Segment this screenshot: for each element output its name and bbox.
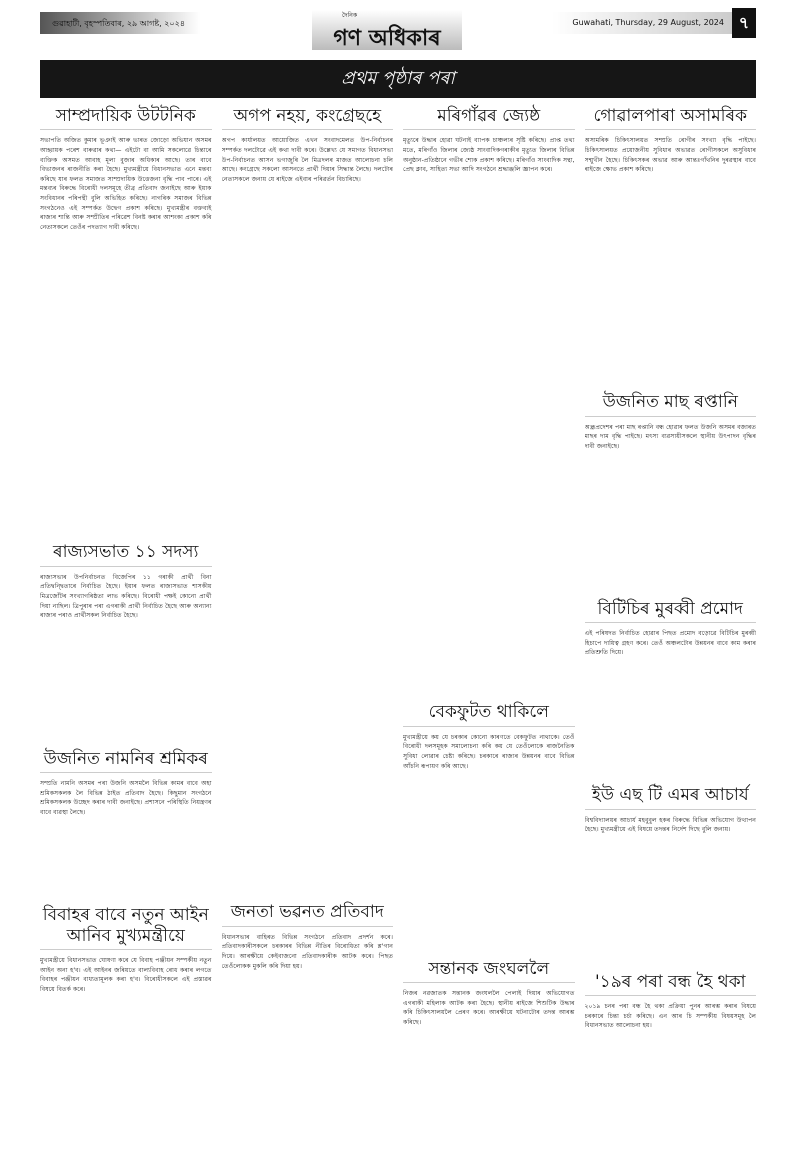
date-english: Guwahati, Thursday, 29 August, 2024 <box>552 12 732 34</box>
headline: সাম্প্ৰদায়িক উটটনিক <box>40 106 212 130</box>
headline: মৰিগাঁৱৰ জ্যেষ্ঠ <box>403 106 575 130</box>
article-body: অগপ কাৰ্যালয়ত আয়োজিত এখন সংবাদমেলত উপ-নিৰ্বাচনৰ সম্পৰ্কত দলটোৱে এই কথা দাবী কৰে। উল্লেখ্য যে সমাগত বিধানসভা উপ-নিৰ্বাচনত আসন ভগাজুৰি লৈ মিত্ৰদলৰ মাজত আলোচনা চলি আছে। কংগ্ৰেছে সকলো আসনতে প্ৰাৰ্থী দিয়াৰ সিদ্ধান্ত লৈছে। দলটোৰ নেতাসকলে জনায় যে ৰাইজে এইবাৰ পৰিৱৰ্তন বিচাৰিছে। <box>221 137 393 183</box>
article-body: এই পৰিষদত নিৰ্বাচিত হোৱাৰ পিছত প্ৰমোদ বড়োৱে বিটিচিৰ মুৰব্বী হিচাপে দায়িত্ব গ্ৰহণ কৰে। তেওঁ অঞ্চলটোৰ উন্নয়নৰ বাবে কাম কৰাৰ প্ৰতিশ্ৰুতি দিয়ে। <box>584 630 756 657</box>
logo-small-text: দৈনিক <box>342 12 358 19</box>
article-body: সভাপতি অজিত কুমাৰ ভূঞাই আৰু ভাৰত জোড়ো অভিযান অসমৰ আহ্বায়ক পৰেশ বাৰুৱাৰ কথা— এইটো বা আমি সকলোৱে চিন্তাৰে ব্যক্তিক অসমত আবাহ মূল্য বুজাৰ অধিকাৰ আছে। তাৰ বাবে বিভাজনৰ ৰাজনীতি কৰা হৈছে। মুখ্যমন্ত্ৰীয়ে বিধানসভাত এনে মন্তব্য কৰিছে যাৰ ফলত সমাজত সাম্প্ৰদায়িক উত্তেজনা বৃদ্ধি পাব পাৰে। এই মন্তব্যৰ বিৰুদ্ধে বিৰোধী দলসমূহে তীব্ৰ প্ৰতিবাদ জনাইছে আৰু ইয়াক সংবিধানৰ পৰিপন্থী বুলি অভিহিত কৰিছে। নাগৰিক সমাজৰ বিভিন্ন সংগঠনেও এই সম্পৰ্কত উদ্বেগ প্ৰকাশ কৰিছে। মুখ্যমন্ত্ৰীৰ বক্তব্যই ৰাজ্যৰ শান্তি আৰু সম্প্ৰীতিৰ পৰিৱেশ বিনষ্ট কৰাৰ আশংকা প্ৰকাশ কৰি নেতাসকলে তেওঁৰ পদত্যাগ দাবী কৰিছে। <box>40 137 212 231</box>
column-2 <box>222 106 394 1166</box>
page-number: ৭ <box>732 8 756 38</box>
column-1 <box>40 106 212 1166</box>
headline: সন্তানক জংঘললৈ <box>403 959 575 983</box>
headline: বেকফুটত থাকিলে <box>403 702 575 726</box>
date-assamese: গুৱাহাটী, বৃহস্পতিবাৰ, ২৯ আগষ্ট, ২০২৪ <box>40 12 200 34</box>
newspaper-logo <box>312 10 462 50</box>
section-banner: প্ৰথম পৃষ্ঠাৰ পৰা <box>40 60 756 98</box>
article-body: নিজৰ নৱজাতক সন্তানক জংঘললৈ পেলাই দিয়াৰ অভিযোগত এগৰাকী মহিলাক আটক কৰা হৈছে। স্থানীয় ৰাইজে শিশুটিক উদ্ধাৰ কৰি চিকিৎসালয়লৈ প্ৰেৰণ কৰে। আৰক্ষীয়ে ঘটনাটোৰ তদন্ত আৰম্ভ কৰিছে। <box>403 990 575 1026</box>
article-body: ২০১৯ চনৰ পৰা বন্ধ হৈ থকা প্ৰক্ৰিয়া পুনৰ আৰম্ভ কৰাৰ বিষয়ে চৰকাৰে চিন্তা চৰ্চা কৰিছে। এন আৰ চি সম্পৰ্কীয় বিষয়সমূহ লৈ বিধানসভাত আলোচনা হয়। <box>584 1002 756 1030</box>
article-body: মুখ্যমন্ত্ৰীয়ে কয় যে চৰকাৰ কোনো কাৰণতে বেকফুটত নাথাকে। তেওঁ বিৰোধী দলসমূহক সমালোচনা কৰি কয় যে তেওঁলোকে ৰাজনৈতিক সুবিধা লোৱাৰ চেষ্টা কৰিছে। চৰকাৰে ৰাজ্যৰ উন্নয়নৰ বাবে বিভিন্ন আঁচনি ৰূপায়ণ কৰি আছে। <box>403 733 575 770</box>
article-body: বিশ্ববিদ্যালয়ৰ আচাৰ্য মহবুবুল হকৰ বিৰুদ্ধে বিভিন্ন অভিযোগ উত্থাপন হৈছে। মুখ্যমন্ত্ৰীয়ে এই বিষয়ে তদন্তৰ নিৰ্দেশ দিছে বুলি জনায়। <box>584 816 756 834</box>
column-3 <box>403 106 575 1166</box>
article-body: মুখ্যমন্ত্ৰীয়ে বিধানসভাত ঘোষণা কৰে যে বিবাহ পঞ্জীয়ন সম্পৰ্কীয় নতুন আইন অনা হ'ব। এই আইনৰ জৰিয়তে বাল্যবিবাহ ৰোধ কৰাৰ লগতে বিবাহৰ পঞ্জীয়ন বাধ্যতামূলক কৰা হ'ব। বিৰোধীসকলে এই প্ৰস্তাৱৰ বিষয়ে বিতৰ্ক কৰে। <box>40 956 212 993</box>
masthead <box>40 8 756 58</box>
newspaper-page <box>40 8 756 1166</box>
article-body: বিধানসভাৰ বাহিৰত বিভিন্ন সংগঠনে প্ৰতিবাদ প্ৰদৰ্শন কৰে। প্ৰতিবাদকাৰীসকলে চৰকাৰৰ বিভিন্ন নীতিৰ বিৰোধিতা কৰি শ্ল'গান দিয়ে। আৰক্ষীয়ে কেইবাজনো প্ৰতিবাদকাৰীক আটক কৰে। পিছত তেওঁলোকক মুকলি কৰি দিয়া হয়। <box>221 933 393 970</box>
headline: উজনিত নামনিৰ শ্ৰমিকৰ <box>40 749 212 773</box>
article-body: মৃত্যুৰে উদ্ধাৰ হোৱা ঘটনাই ব্যাপক চাঞ্চল্যৰ সৃষ্টি কৰিছে। প্ৰাপ্ত তথ্য মতে, মৰিগাঁও জিলাৰ জ্যেষ্ঠ সাংবাদিকগৰাকীৰ মৃত্যুত জিলাৰ বিভিন্ন অনুষ্ঠান-প্ৰতিষ্ঠানে গভীৰ শোক প্ৰকাশ কৰিছে। মৰিগাঁও সাংবাদিক সন্থা, প্ৰেছ ক্লাব, সাহিত্য সভা আদি সংগঠনে শ্ৰদ্ধাঞ্জলি জ্ঞাপন কৰে। <box>403 137 575 174</box>
headline: ইউ এছ টি এমৰ আচাৰ্য <box>585 785 757 809</box>
headline: '১৯ৰ পৰা বন্ধ হৈ থকা <box>585 972 757 996</box>
column-4 <box>585 106 757 1166</box>
headline: অগপ নহয়, কংগ্ৰেছহে <box>222 106 394 130</box>
headline: বিটিচিৰ মুৰব্বী প্ৰমোদ <box>585 599 757 623</box>
article-body: সম্প্ৰতি নামনি অসমৰ পৰা উজনি অসমলৈ বিভিন্ন কামৰ বাবে অহা শ্ৰমিকসকলক লৈ বিভিন্ন ঠাইত প্ৰতিবাদ হৈছে। কিছুমান সংগঠনে শ্ৰমিকসকলক উচ্ছেদ কৰাৰ দাবী জনাইছে। প্ৰশাসনে পৰিস্থিতি নিয়ন্ত্ৰণৰ বাবে ব্যৱস্থা লৈছে। <box>40 780 212 816</box>
article-body: অসামৰিক চিকিৎসালয়ত সম্প্ৰতি ৰোগীৰ সংখ্যা বৃদ্ধি পাইছে। চিকিৎসালয়ত প্ৰয়োজনীয় সুবিধাৰ অভাৱত ৰোগীসকলে অসুবিধাৰ সন্মুখীন হৈছে। চিকিৎসকৰ অভাৱ আৰু আন্তঃগাঁথনিৰ দুৰৱস্থাৰ বাবে ৰাইজে ক্ষোভ প্ৰকাশ কৰিছে। <box>584 137 756 174</box>
headline: ৰাজ্যসভাত ১১ সদস্য <box>40 542 212 566</box>
headline: উজনিত মাছ ৰপ্তানি <box>585 392 757 416</box>
headline: জনতা ভৱনত প্ৰতিবাদ <box>222 902 394 926</box>
headline: বিবাহৰ বাবে নতুন আইন আনিব মুখ্যমন্ত্ৰীয়ে <box>40 905 212 950</box>
logo-text: গণ অধিকাৰ <box>333 25 441 51</box>
article-body: ৰাজ্যসভাৰ উপনিৰ্বাচনত বিজেপিৰ ১১ গৰাকী প্ৰাৰ্থী বিনা প্ৰতিদ্বন্দ্বিতাৰে নিৰ্বাচিত হৈছে। ইয়াৰ ফলত ৰাজ্যসভাত শাসকীয় মিত্ৰজোঁটৰ সংখ্যাগৰিষ্ঠতা লাভ কৰিছে। বিৰোধী পক্ষই কোনো প্ৰাৰ্থী দিয়া নাছিল। ত্ৰিপুৰাৰ পৰা এগৰাকী প্ৰাৰ্থী নিৰ্বাচিত হৈছে আৰু অন্যান্য ৰাজ্যৰ পৰাও প্ৰাৰ্থীসকল নিৰ্বাচিত হৈছে। <box>40 573 212 620</box>
headline: গোৱালপাৰা অসামৰিক <box>585 106 757 130</box>
article-body: অন্ধ্ৰপ্ৰদেশৰ পৰা মাছ ৰপ্তানি বন্ধ হোৱাৰ ফলত উজনি অসমৰ বজাৰত মাছৰ দাম বৃদ্ধি পাইছে। মৎস্য ব্যৱসায়ীসকলে স্থানীয় উৎপাদন বৃদ্ধিৰ দাবী জনাইছে। <box>584 423 756 450</box>
